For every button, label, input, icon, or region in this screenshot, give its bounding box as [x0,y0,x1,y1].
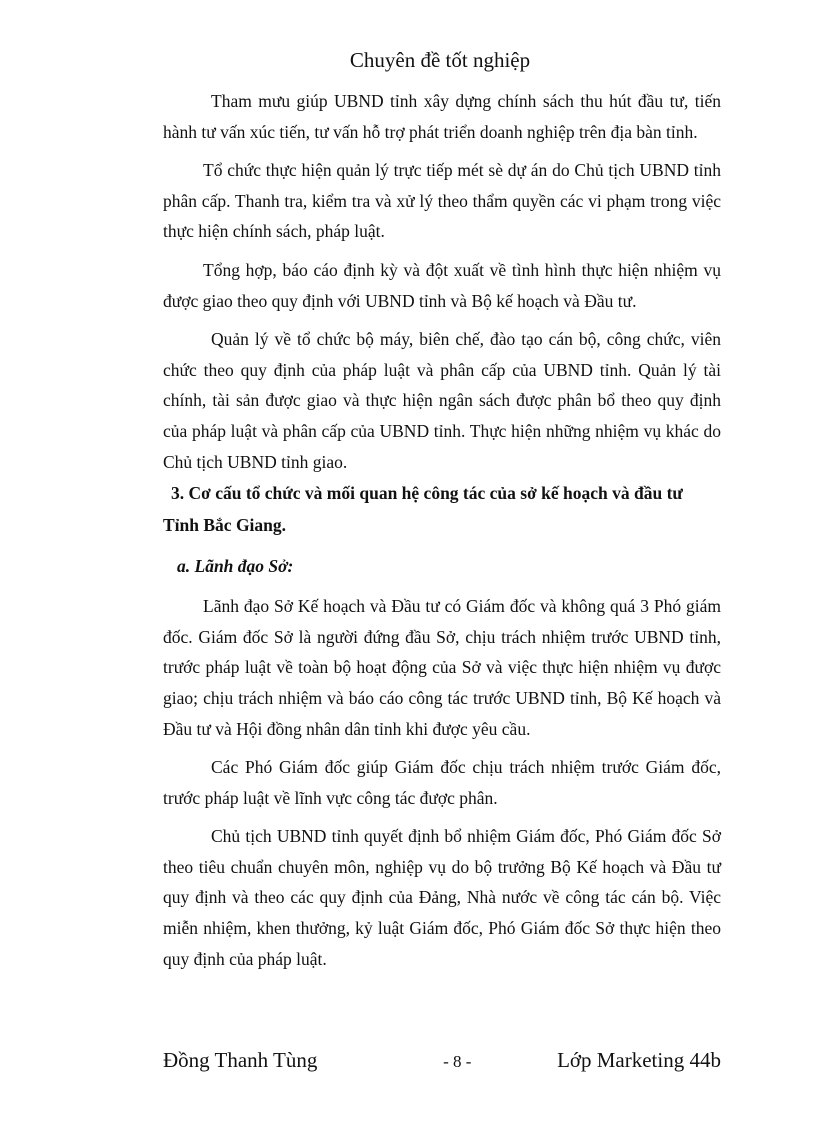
paragraph: Lãnh đạo Sở Kế hoạch và Đầu tư có Giám đốc và không quá 3 Phó giám đốc. Giám đốc Sở là người đứng đầu Sở, chịu trách nhiệm trước UBND tỉnh, trước pháp luật về toàn bộ hoạt động của Sở và việc thực hiện nhiệm vụ được giao; chịu trách nhiệm và báo cáo công tác trước UBND tỉnh, Bộ Kế hoạch và Đầu tư và Hội đồng nhân dân tỉnh khi được yêu cầu. [163,596,721,739]
sub-heading: a. Lãnh đạo Sở: [177,556,294,577]
section-heading: 3. Cơ cấu tổ chức và mối quan hệ công tác của sở kế hoạch và đầu tư Tỉnh Bắc Giang. [163,483,683,536]
paragraph: Các Phó Giám đốc giúp Giám đốc chịu trách nhiệm trước Giám đốc, trước pháp luật về lĩnh vực công tác được phân. [163,757,721,808]
page-footer [163,1048,721,1073]
page-header [0,48,816,73]
footer-author: Đồng Thanh Tùng [163,1048,318,1072]
paragraph: Tổng hợp, báo cáo định kỳ và đột xuất về tình hình thực hiện nhiệm vụ được giao theo quy định với UBND tỉnh và Bộ kế hoạch và Đầu tư. [163,259,721,311]
paragraph: Tổ chức thực hiện quản lý trực tiếp mét sè dự án do Chủ tịch UBND tỉnh phân cấp. Thanh tra, kiểm tra và xử lý theo thẩm quyền các vi phạm trong việc thực hiện chính sách, pháp luật. [163,160,721,242]
paragraph: Chủ tịch UBND tỉnh quyết định bổ nhiệm Giám đốc, Phó Giám đốc Sở theo tiêu chuẩn chuyên môn, nghiệp vụ do bộ trưởng Bộ Kế hoạch và Đầu tư quy định và theo các quy định của Đảng, Nhà nước về công tác cán bộ. Việc miễn nhiệm, khen thưởng, kỷ luật Giám đốc, Phó Giám đốc Sở thực hiện theo quy định của pháp luật. [163,826,721,969]
paragraph: Tham mưu giúp UBND tỉnh xây dựng chính sách thu hút đầu tư, tiến hành tư vấn xúc tiến, tư vấn hỗ trợ phát triển doanh nghiệp trên địa bàn tỉnh. [163,91,721,142]
page-number: - 8 - [443,1052,472,1071]
document-body [163,86,721,982]
paragraph: Quản lý về tổ chức bộ máy, biên chế, đào tạo cán bộ, công chức, viên chức theo quy định của pháp luật và phân cấp của UBND tỉnh. Quản lý tài chính, tài sản được giao và thực hiện ngân sách được phân bổ theo quy định của pháp luật và phân cấp của UBND tỉnh. Thực hiện những nhiệm vụ khác do Chủ tịch UBND tỉnh giao. [163,329,721,472]
document-title: Chuyên đề tốt nghiệp [349,48,531,72]
footer-class: Lớp Marketing 44b [557,1048,721,1072]
